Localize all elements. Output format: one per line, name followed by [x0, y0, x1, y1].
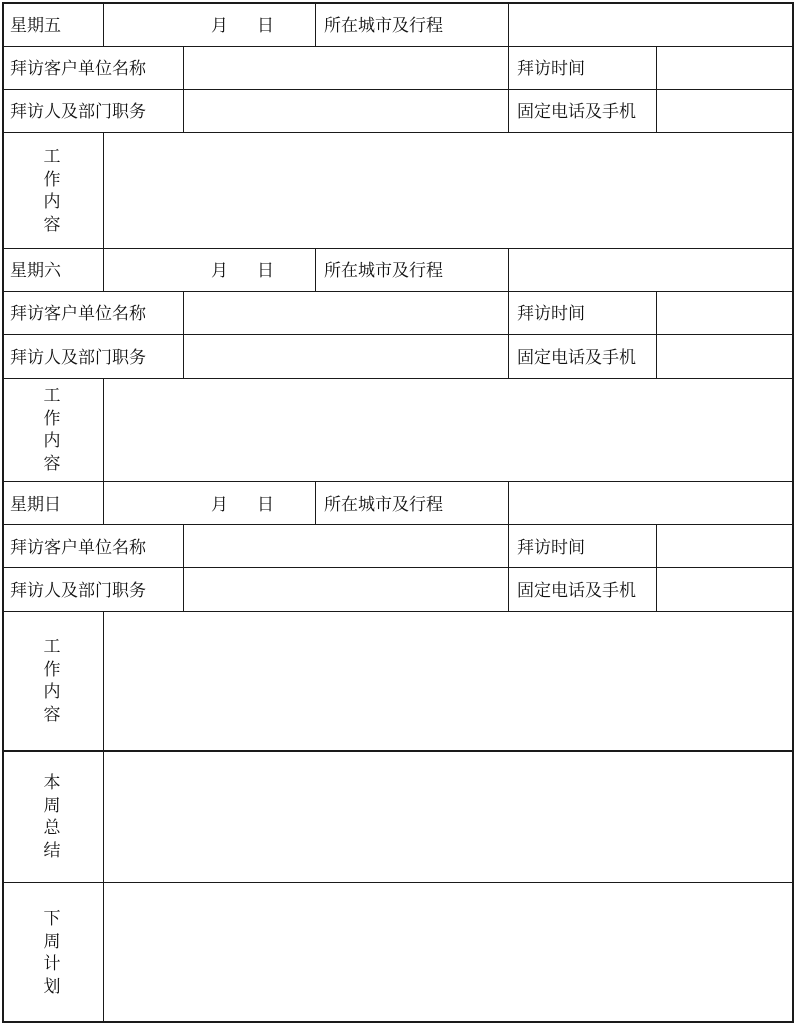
work-content-label: 工 作 内 容 — [43, 386, 61, 474]
phone-mobile-label: 固定电话及手机 — [517, 102, 636, 122]
column-divider — [315, 481, 316, 524]
column-divider — [315, 2, 316, 46]
day-3-client-field[interactable] — [184, 525, 507, 567]
day-1-work-content-field[interactable] — [104, 133, 791, 248]
day-3-visit-time-field[interactable] — [657, 525, 791, 567]
visitor-department-label: 拜访人及部门职务 — [10, 348, 146, 368]
day-3-date-field[interactable] — [104, 482, 314, 524]
day-3-city-field[interactable] — [509, 482, 791, 524]
day-2-city-field[interactable] — [509, 249, 791, 291]
day-1-visit-time-field[interactable] — [657, 47, 791, 89]
visitor-department-label: 拜访人及部门职务 — [10, 102, 146, 122]
visitor-department-label: 拜访人及部门职务 — [10, 581, 146, 601]
day-2-visit-time-field[interactable] — [657, 292, 791, 334]
day-2-phone-field[interactable] — [657, 335, 791, 378]
next-week-plan-field[interactable] — [104, 883, 791, 1021]
client-unit-name-label: 拜访客户单位名称 — [10, 304, 146, 324]
day-1-city-field[interactable] — [509, 4, 791, 46]
visit-time-label: 拜访时间 — [517, 538, 585, 558]
day-3-visitor-field[interactable] — [184, 568, 507, 611]
client-unit-name-label: 拜访客户单位名称 — [10, 538, 146, 558]
table-left-border — [2, 2, 4, 1023]
client-unit-name-label: 拜访客户单位名称 — [10, 59, 146, 79]
day-label-sunday: 星期日 — [10, 495, 61, 515]
column-divider — [508, 291, 509, 378]
column-divider — [315, 248, 316, 291]
city-itinerary-label: 所在城市及行程 — [324, 16, 443, 36]
phone-mobile-label: 固定电话及手机 — [517, 581, 636, 601]
month-label: 月 — [211, 261, 228, 281]
day-3-phone-field[interactable] — [657, 568, 791, 611]
month-label: 月 — [211, 16, 228, 36]
day-1-date-field[interactable] — [104, 4, 314, 46]
column-divider — [508, 46, 509, 132]
day-2-work-content-field[interactable] — [104, 379, 791, 481]
weekly-summary-label: 本 周 总 结 — [43, 773, 61, 861]
day-label-saturday: 星期六 — [10, 261, 61, 281]
date-label: 日 — [257, 16, 274, 36]
column-divider — [508, 524, 509, 611]
day-2-date-field[interactable] — [104, 249, 314, 291]
table-right-border — [792, 2, 794, 1023]
day-1-phone-field[interactable] — [657, 90, 791, 132]
day-3-work-content-field[interactable] — [104, 612, 791, 750]
visit-time-label: 拜访时间 — [517, 304, 585, 324]
city-itinerary-label: 所在城市及行程 — [324, 261, 443, 281]
phone-mobile-label: 固定电话及手机 — [517, 348, 636, 368]
weekly-summary-field[interactable] — [104, 752, 791, 882]
next-week-plan-label: 下 周 计 划 — [43, 909, 61, 997]
visit-time-label: 拜访时间 — [517, 59, 585, 79]
day-label-friday: 星期五 — [10, 16, 61, 36]
day-2-visitor-field[interactable] — [184, 335, 507, 378]
city-itinerary-label: 所在城市及行程 — [324, 495, 443, 515]
work-content-label: 工 作 内 容 — [43, 637, 61, 725]
date-label: 日 — [257, 261, 274, 281]
day-1-visitor-field[interactable] — [184, 90, 507, 132]
date-label: 日 — [257, 495, 274, 515]
day-2-client-field[interactable] — [184, 292, 507, 334]
table-bottom-border — [2, 1021, 794, 1023]
day-1-client-field[interactable] — [184, 47, 507, 89]
month-label: 月 — [211, 495, 228, 515]
work-content-label: 工 作 内 容 — [43, 147, 61, 235]
